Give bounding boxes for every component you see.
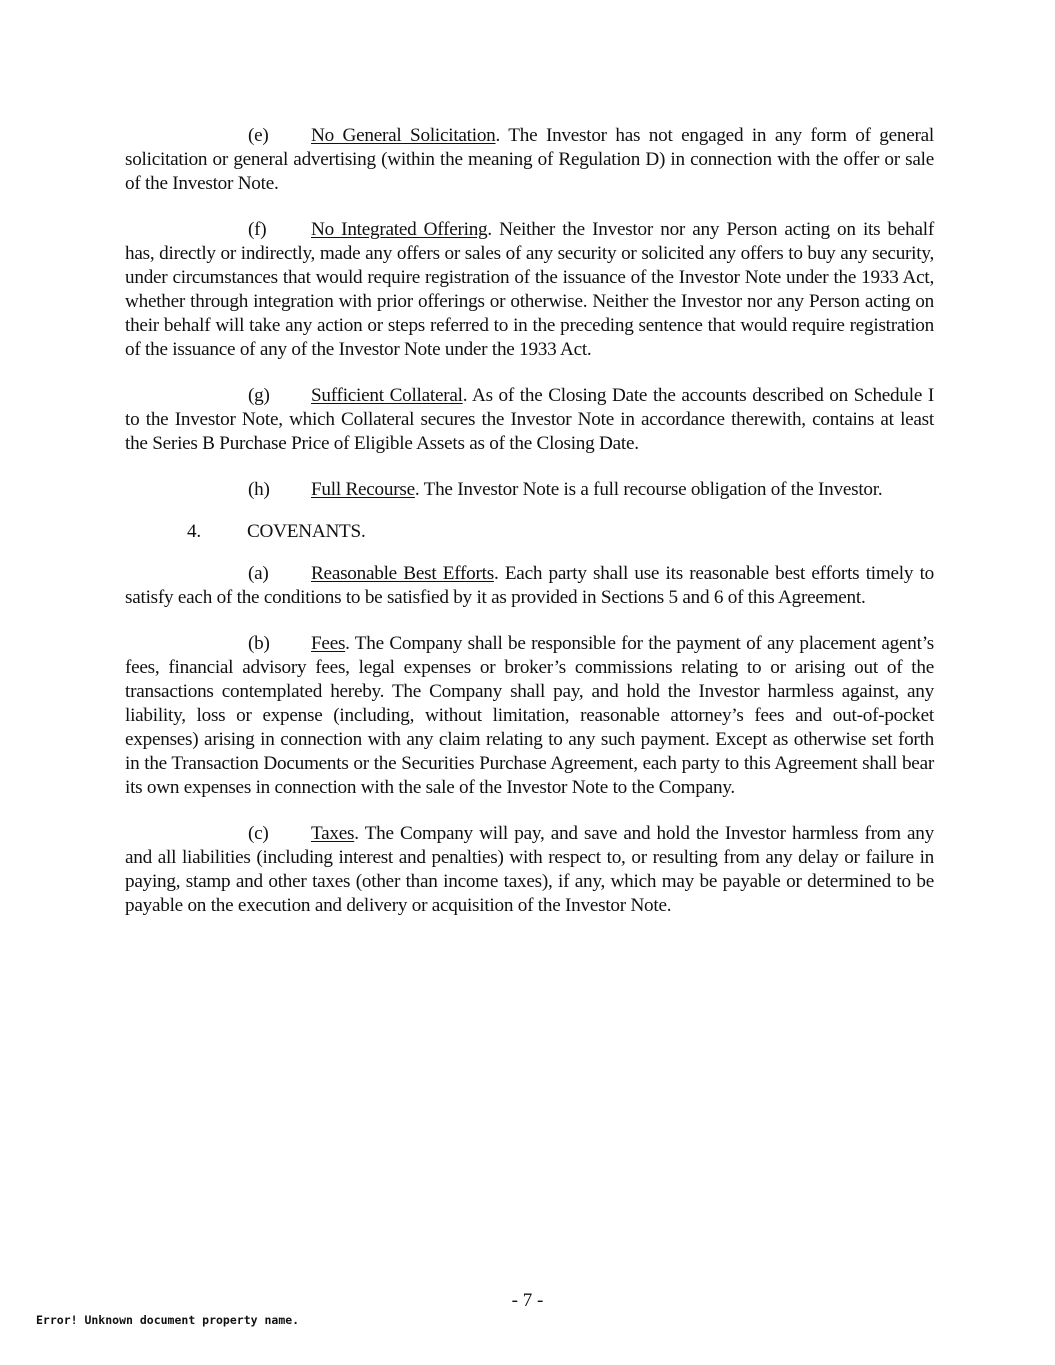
paragraph-text: . The Investor Note is a full recourse obligation of the Investor.	[414, 479, 883, 500]
footer-error-text: Error! Unknown document property name.	[36, 1313, 300, 1327]
paragraph-number: (f)	[248, 219, 267, 240]
paragraph-h	[125, 478, 934, 502]
paragraph-text: . The Company shall be responsible for the payment of any placement agent’s fees, financial advisory fees, legal expenses or broker’s commissions relating to or arising out of the transactions contemplated hereby. The Company shall pay, and hold the Investor harmless against, any liability, loss or expense (including, without limitation, reasonable attorney’s fees and out-of-pocket expenses) arising in connection with any claim relating to any such payment. Except as otherwise set forth in the Transaction Documents or the Securities Purchase Agreement, each party to this Agreement shall bear its own expenses in connection with the sale of the Investor Note to the Company.	[125, 633, 934, 798]
paragraph-heading: No Integrated Offering	[311, 219, 488, 240]
section-heading	[125, 520, 934, 544]
document-page	[125, 124, 934, 940]
paragraph-text: . The Investor has not engaged in any form of general solicitation or general advertising (within the meaning of Regulation D) in connection with the offer or sale of the Investor Note.	[125, 125, 934, 194]
paragraph-text: . Neither the Investor nor any Person acting on its behalf has, directly or indirectly, made any offers or sales of any security or solicited any offers to buy any security, under circumstances that would require registration of the issuance of the Investor Note under the 1933 Act, whether through integration with prior offerings or otherwise. Neither the Investor nor any Person acting on their behalf will take any action or steps referred to in the preceding sentence that would require registration of the issuance of any of the Investor Note under the 1933 Act.	[125, 219, 934, 360]
paragraph-number: (a)	[248, 563, 269, 584]
paragraph-text: . As of the Closing Date the accounts described on Schedule I to the Investor Note, which Collateral secures the Investor Note in accordance therewith, contains at least the Series B Purchase Price of Eligible Assets as of the Closing Date.	[125, 385, 934, 454]
paragraph-heading: No General Solicitation	[311, 125, 496, 146]
paragraph-heading: Taxes	[311, 823, 355, 844]
paragraph-heading: Reasonable Best Efforts	[311, 563, 494, 584]
section-title: COVENANTS.	[247, 521, 366, 542]
paragraph-number: (g)	[248, 385, 270, 406]
paragraph-heading: Sufficient Collateral	[311, 385, 463, 406]
paragraph-number: (b)	[248, 633, 270, 654]
paragraph-text: . The Company will pay, and save and hold the Investor harmless from any and all liabilities (including interest and penalties) with respect to, or resulting from any delay or failure in paying, stamp and other taxes (other than income taxes), if any, which may be payable or determined to be payable on the execution and delivery or acquisition of the Investor Note.	[125, 823, 934, 916]
paragraph-f	[125, 218, 934, 362]
section-number: 4.	[187, 521, 201, 542]
covenant-a	[125, 562, 934, 610]
covenant-c	[125, 822, 934, 918]
paragraph-e	[125, 124, 934, 196]
paragraph-g	[125, 384, 934, 456]
paragraph-heading: Fees	[311, 633, 346, 654]
paragraph-number: (h)	[248, 479, 270, 500]
paragraph-heading: Full Recourse	[311, 479, 415, 500]
covenant-b	[125, 632, 934, 800]
paragraph-number: (c)	[248, 823, 269, 844]
paragraph-number: (e)	[248, 125, 269, 146]
page-number: - 7 -	[511, 1290, 544, 1311]
paragraph-text: . Each party shall use its reasonable best efforts timely to satisfy each of the conditions to be satisfied by it as provided in Sections 5 and 6 of this Agreement.	[125, 563, 934, 608]
